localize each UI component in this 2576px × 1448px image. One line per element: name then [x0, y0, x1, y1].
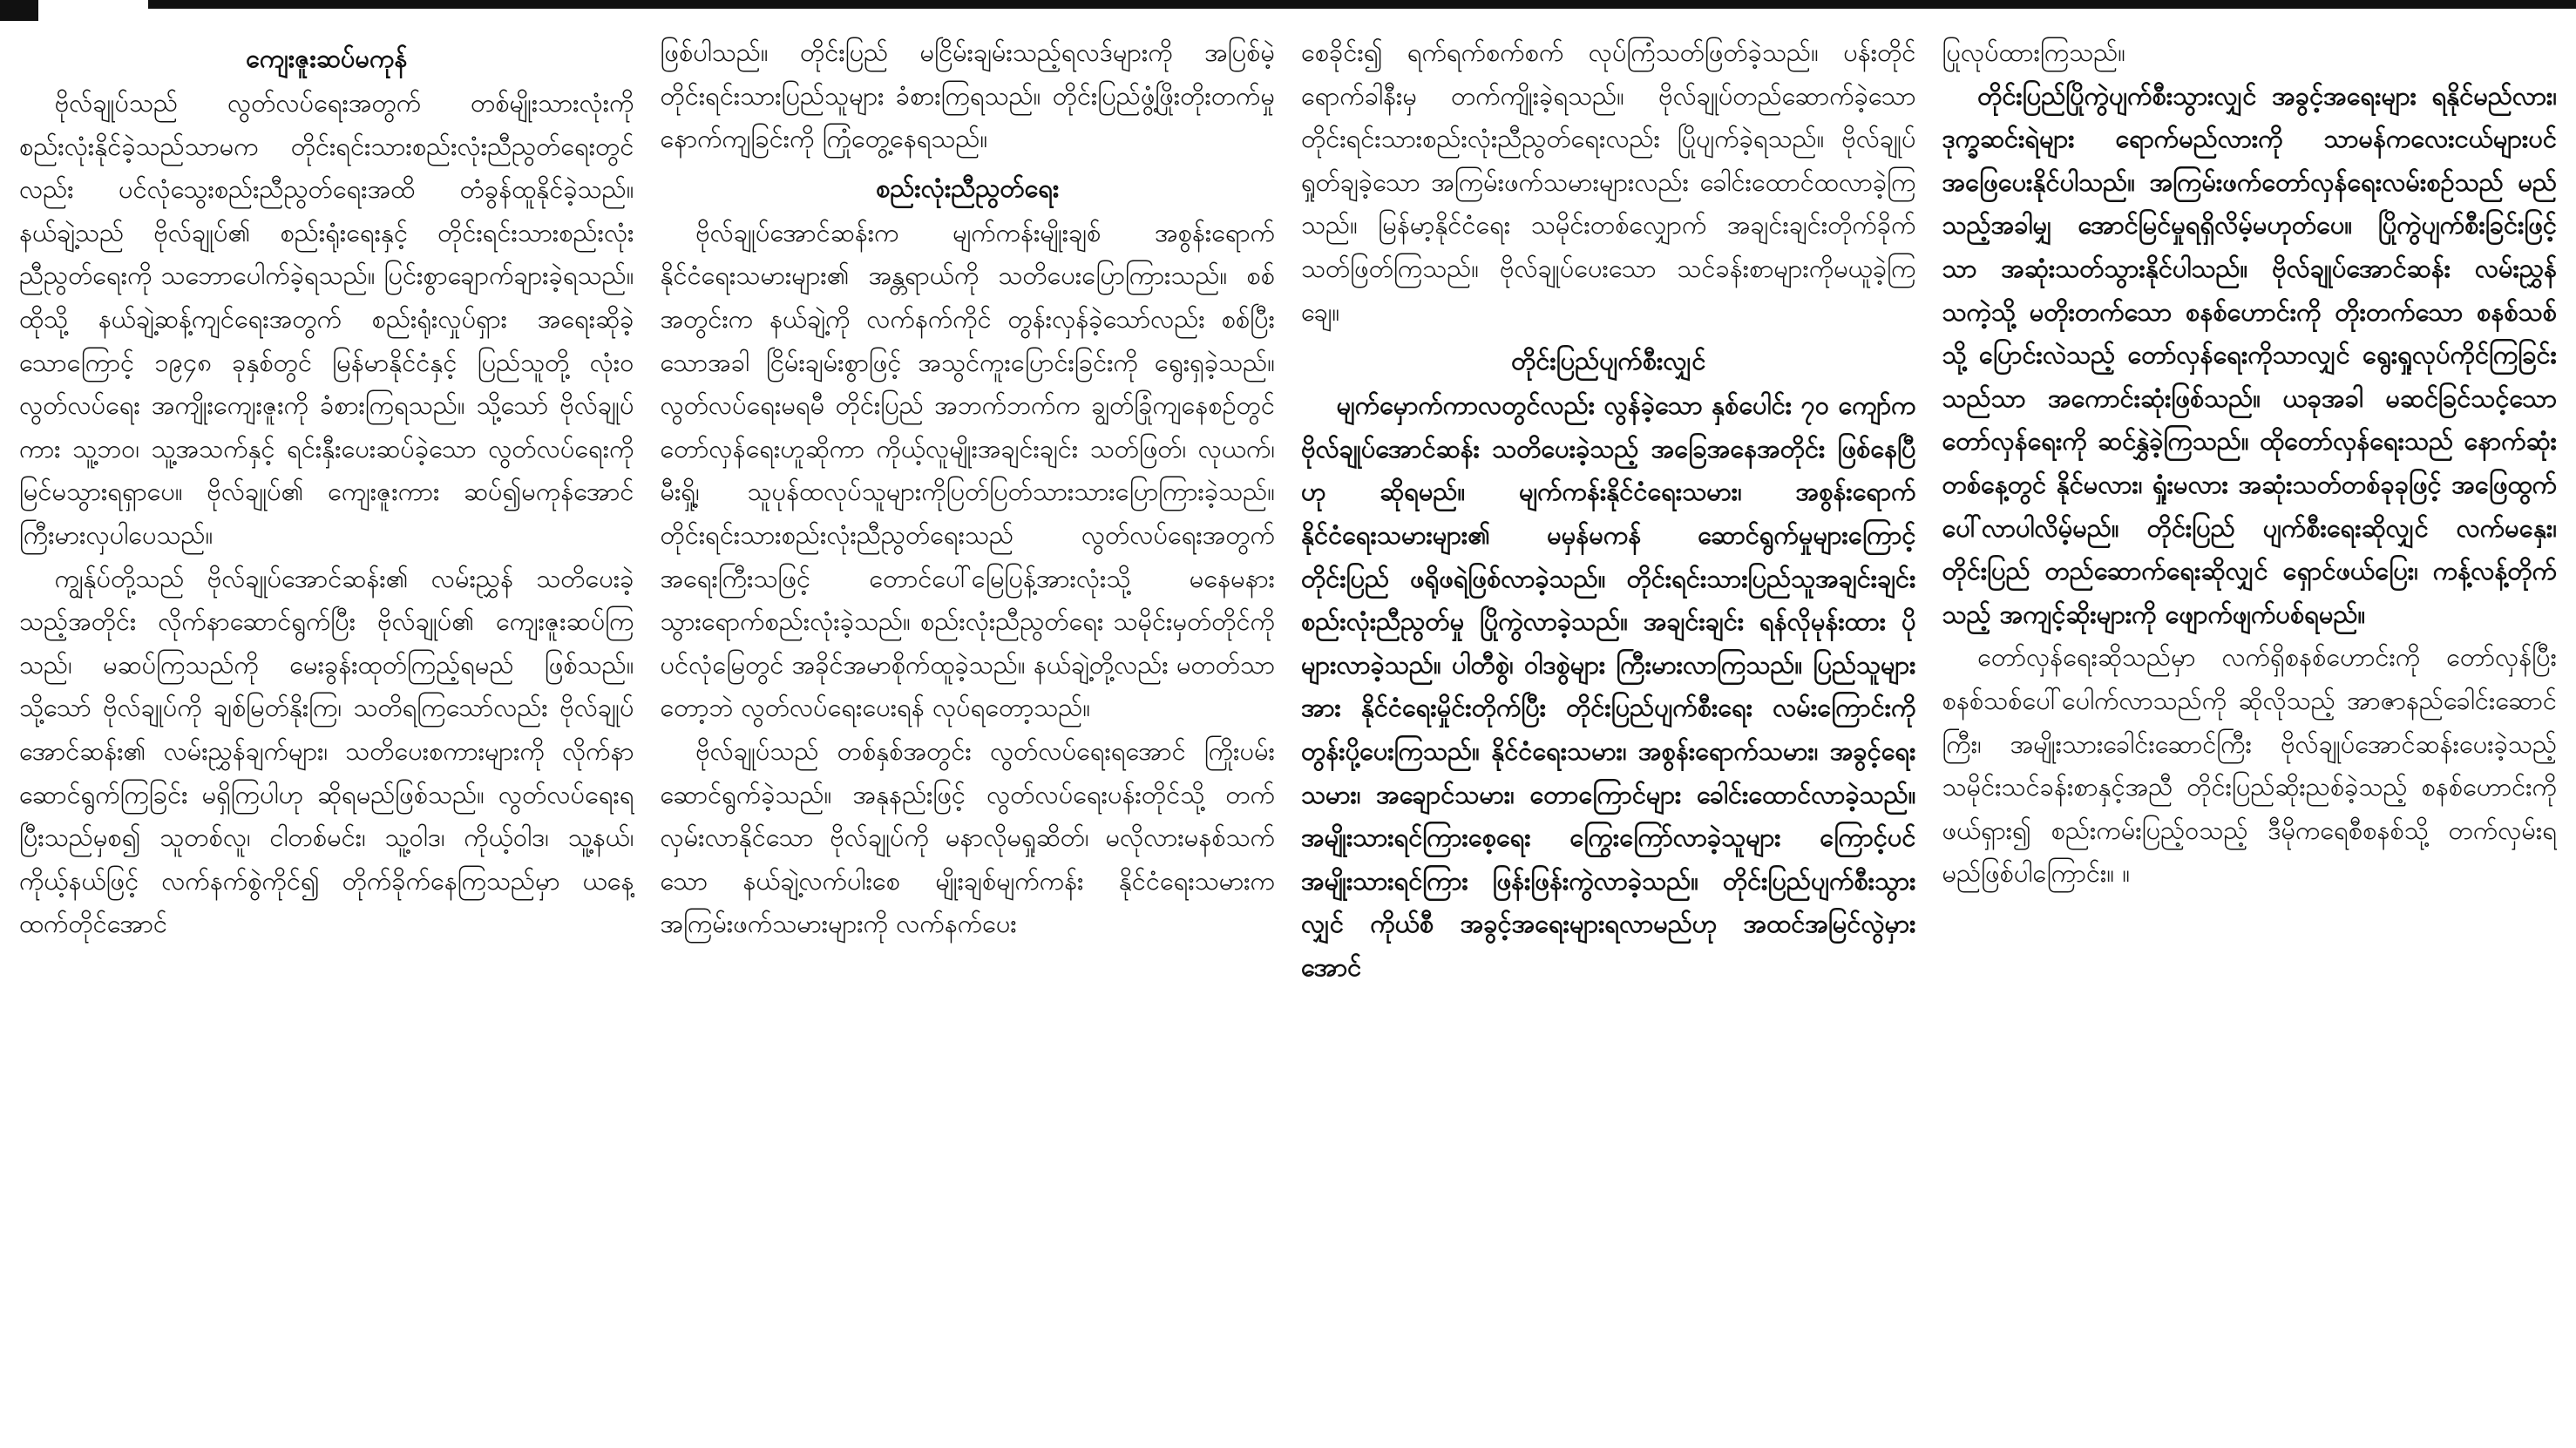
- body-paragraph: ပြုလုပ်ထားကြသည်။: [1942, 37, 2126, 67]
- body-paragraph: ကျွန်ုပ်တို့သည် ဗိုလ်ချုပ်အောင်ဆန်း၏ လမ်းညွှန် သတိပေးခဲ့သည့်အတိုင်း လိုက်နာဆောင်ရွက်ပြီး ဗိုလ်ချုပ်၏ ကျေးဇူးဆပ်ကြသည်၊ မဆပ်ကြသည်ကို မေးခွန်းထုတ်ကြည့်ရမည် ဖြစ်သည်။ သို့သော် ဗိုလ်ချုပ်ကို ချစ်မြတ်နိုးကြ၊ သတိရကြသော်လည်း ဗိုလ်ချုပ်အောင်ဆန်း၏ လမ်းညွှန်ချက်များ၊ သတိပေးစကားများကို လိုက်နာဆောင်ရွက်ကြခြင်း မရှိကြပါဟု ဆိုရမည်ဖြစ်သည်။ လွတ်လပ်ရေးရပြီးသည်မှစ၍ သူတစ်လူ၊ ငါတစ်မင်း၊ သူ့ဝါဒ၊ ကိုယ့်ဝါဒ၊ သူ့နယ်၊ ကိုယ့်နယ်ဖြင့် လက်နက်စွဲကိုင်၍ တိုက်ခိုက်နေကြသည်မှာ ယနေ့ထက်တိုင်အောင်: [19, 563, 634, 939]
- article-column-4: [1942, 31, 2558, 1429]
- body-paragraph: ဗိုလ်ချုပ်သည် တစ်နှစ်အတွင်း လွတ်လပ်ရေးရအောင် ကြိုးပမ်းဆောင်ရွက်ခဲ့သည်။ အနုနည်းဖြင့် လွတ်လပ်ရေးပန်းတိုင်သို့ တက်လှမ်းလာနိုင်သော ဗိုလ်ချုပ်ကို မနာလိုမရှုဆိတ်၊ မလိုလားမနစ်သက်သော နယ်ချဲ့လက်ပါးစေ မျိုးချစ်မျက်ကန်း နိုင်ငံရေးသမားက အကြမ်းဖက်သမားများကို လက်နက်ပေး: [660, 735, 1275, 939]
- body-paragraph: တိုင်းပြည်ပြိုကွဲပျက်စီးသွားလျှင် အခွင့်အရေးများ ရနိုင်မည်လား၊ ဒုက္ခဆင်းရဲများ ရောက်မည်လားကို သာမန်ကလေးငယ်များပင် အဖြေပေးနိုင်ပါသည်။ အကြမ်းဖက်တော်လှန်ရေးလမ်းစဉ်သည် မည်သည့်အခါမျှ အောင်မြင်မှုရရှိလိမ့်မဟုတ်ပေ။ ပြိုကွဲပျက်စီးခြင်းဖြင့်သာ အဆုံးသတ်သွားနိုင်ပါသည်။ ဗိုလ်ချုပ်အောင်ဆန်း လမ်းညွှန်သကဲ့သို့ မတိုးတက်သော စနစ်ဟောင်းကို တိုးတက်သော စနစ်သစ်သို့ ပြောင်းလဲသည့် တော်လှန်ရေးကိုသာလျှင် ရွေးရှုလုပ်ကိုင်ကြခြင်းသည်သာ အကောင်းဆုံးဖြစ်သည်။ ယခုအခါ မဆင်ခြင်သင့်သော တော်လှန်ရေးကို ဆင်နွှဲခဲ့ကြသည်။ ထိုတော်လှန်ရေးသည် နောက်ဆုံးတစ်နေ့တွင် နိုင်မလား၊ ရှုံးမလား အဆုံးသတ်တစ်ခုခုဖြင့် အဖြေထွက်ပေါ်လာပါလိမ့်မည်။ တိုင်းပြည် ပျက်စီးရေးဆိုလျှင် လက်မနှေး၊ တိုင်းပြည် တည်ဆောက်ရေးဆိုလျှင် ရှောင်ဖယ်ပြေး၊ ကန့်လန့်တိုက်သည့် အကျင့်ဆိုးများကို ဖျောက်ဖျက်ပစ်ရမည်။: [1942, 80, 2557, 629]
- article-column-1: [19, 31, 634, 1429]
- section-heading: တိုင်းပြည်ပျက်စီးလျှင်: [1511, 346, 1706, 376]
- body-paragraph: ဗိုလ်ချုပ်အောင်ဆန်းက မျက်ကန်းမျိုးချစ် အစွန်းရောက်နိုင်ငံရေးသမားများ၏ အန္တရာယ်ကို သတိပေးပြောကြားသည်။ စစ်အတွင်းက နယ်ချဲ့ကို လက်နက်ကိုင် တွန်းလှန်ခဲ့သော်လည်း စစ်ပြီးသောအခါ ငြိမ်းချမ်းစွာဖြင့် အသွင်ကူးပြောင်းခြင်းကို ရွေးရှခဲ့သည်။ လွတ်လပ်ရေးမရမီ တိုင်းပြည် အဘက်ဘက်က ချွတ်ခြုံကျနေစဉ်တွင် တော်လှန်ရေးဟူဆိုကာ ကိုယ့်လူမျိုးအချင်းချင်း သတ်ဖြတ်၊ လုယက်၊ မီးရှို့၊ သူပုန်ထလုပ်သူများကိုပြတ်ပြတ်သားသားပြောကြားခဲ့သည်။ တိုင်းရင်းသားစည်းလုံးညီညွတ်ရေးသည် လွတ်လပ်ရေးအတွက် အရေးကြီးသဖြင့် တောင်ပေါ်မြေပြန့်အားလုံးသို့ မနေမနား သွားရောက်စည်းလုံးခဲ့သည်။ စည်းလုံးညီညွတ်ရေး သမိုင်းမှတ်တိုင်ကို ပင်လုံမြေတွင် အခိုင်အမာစိုက်ထူခဲ့သည်။ နယ်ချဲ့တို့လည်း မတတ်သာတော့ဘဲ လွတ်လပ်ရေးပေးရန် လုပ်ရတော့သည်။: [660, 217, 1275, 723]
- article-column-3: [1301, 31, 1916, 1429]
- article-columns: [19, 31, 2557, 1429]
- body-paragraph: တော်လှန်ရေးဆိုသည်မှာ လက်ရှိစနစ်ဟောင်းကို တော်လှန်ပြီး စနစ်သစ်ပေါ်ပေါက်လာသည်ကို ဆိုလိုသည့် အာဇာနည်ခေါင်းဆောင်ကြီး၊ အမျိုးသားခေါင်းဆောင်ကြီး ဗိုလ်ချုပ်အောင်ဆန်းပေးခဲ့သည့် သမိုင်းသင်ခန်းစာနှင့်အညီ တိုင်းပြည်ဆိုးညစ်ခဲ့သည့် စနစ်ဟောင်းကိုဖယ်ရှား၍ စည်းကမ်းပြည့်ဝသည့် ဒီမိုကရေစီစနစ်သို့ တက်လှမ်းရမည်ဖြစ်ပါကြောင်း။ ။: [1942, 642, 2557, 889]
- body-paragraph: ဖြစ်ပါသည်။ တိုင်းပြည် မငြိမ်းချမ်းသည့်ရလဒ်များကို အပြစ်မဲ့ တိုင်းရင်းသားပြည်သူများ ခံစားကြရသည်။ တိုင်းပြည်ဖွံ့ဖြိုးတိုးတက်မှု နောက်ကျခြင်းကို ကြုံတွေ့နေရသည်။: [660, 37, 1275, 154]
- body-paragraph: ဗိုလ်ချုပ်သည် လွတ်လပ်ရေးအတွက် တစ်မျိုးသားလုံးကို စည်းလုံးနိုင်ခဲ့သည်သာမက တိုင်းရင်းသားစည်းလုံးညီညွတ်ရေးတွင်လည်း ပင်လုံသွေးစည်းညီညွတ်ရေးအထိ တံခွန်ထူနိုင်ခဲ့သည်။ နယ်ချဲ့သည် ဗိုလ်ချုပ်၏ စည်းရုံးရေးနှင့် တိုင်းရင်းသားစည်းလုံးညီညွတ်ရေးကို သဘောပေါက်ခဲ့ရသည်။ ပြင်းစွာချောက်ချားခဲ့ရသည်။ ထိုသို့ နယ်ချဲ့ဆန့်ကျင်ရေးအတွက် စည်းရုံးလှုပ်ရှား အရေးဆိုခဲ့သောကြောင့် ၁၉၄၈ ခုနှစ်တွင် မြန်မာနိုင်ငံနှင့် ပြည်သူတို့ လုံးဝ လွတ်လပ်ရေး အကျိုးကျေးဇူးကို ခံစားကြရသည်။ သို့သော် ဗိုလ်ချုပ်ကား သူ့ဘဝ၊ သူ့အသက်နှင့် ရင်းနှီးပေးဆပ်ခဲ့သော လွတ်လပ်ရေးကို မြင်မသွားရရှာပေ။ ဗိုလ်ချုပ်၏ ကျေးဇူးကား ဆပ်၍မကုန်အောင် ကြီးမားလှပါပေသည်။: [19, 88, 634, 550]
- top-rule: [148, 0, 2576, 9]
- body-paragraph: မျက်မှောက်ကာလတွင်လည်း လွန်ခဲ့သော နှစ်ပေါင်း ၇၀ ကျော်က ဗိုလ်ချုပ်အောင်ဆန်း သတိပေးခဲ့သည့် အခြေအနေအတိုင်း ဖြစ်နေပြီဟု ဆိုရမည်။ မျက်ကန်းနိုင်ငံရေးသမား၊ အစွန်းရောက် နိုင်ငံရေးသမားများ၏ မမှန်မကန် ဆောင်ရွက်မှုများကြောင့် တိုင်းပြည် ဖရိုဖရဲဖြစ်လာခဲ့သည်။ တိုင်းရင်းသားပြည်သူအချင်းချင်း စည်းလုံးညီညွတ်မှု ပြိုကွဲလာခဲ့သည်။ အချင်းချင်း ရန်လိုမုန်းထား ပိုများလာခဲ့သည်။ ပါတီစွဲ၊ ဝါဒစွဲများ ကြီးမားလာကြသည်။ ပြည်သူများအား နိုင်ငံရေးမှိုင်းတိုက်ပြီး တိုင်းပြည်ပျက်စီးရေး လမ်းကြောင်းကို တွန်းပို့ပေးကြသည်။ နိုင်ငံရေးသမား၊ အစွန်းရောက်သမား၊ အခွင့်ရေးသမား၊ အချောင်သမား၊ တောကြောင်များ ခေါင်းထောင်လာခဲ့သည်။ အမျိုးသားရင်ကြားစေ့ရေး ကြွေးကြော်လာခဲ့သူများ ကြောင့်ပင် အမျိုးသားရင်ကြား ဖြန်းဖြန်းကွဲလာခဲ့သည်။ တိုင်းပြည်ပျက်စီးသွားလျှင် ကိုယ်စီ အခွင့်အရေးများရလာမည်ဟု အထင်အမြင်လွဲမှားအောင်: [1301, 390, 1916, 982]
- corner-mark: [0, 0, 38, 21]
- article-column-2: [661, 31, 1276, 1429]
- section-heading: စည်းလုံးညီညွတ်ရေး: [876, 173, 1060, 203]
- section-heading: ကျေးဇူးဆပ်မကုန်: [246, 44, 408, 73]
- body-paragraph: စေခိုင်း၍ ရက်ရက်စက်စက် လုပ်ကြံသတ်ဖြတ်ခဲ့သည်။ ပန်းတိုင်ရောက်ခါနီးမှ တက်ကျိုးခဲ့ရသည်။ ဗိုလ်ချုပ်တည်ဆောက်ခဲ့သော တိုင်းရင်းသားစည်းလုံးညီညွတ်ရေးလည်း ပြိုပျက်ခဲ့ရသည်။ ဗိုလ်ချုပ် ရှုတ်ချခဲ့သော အကြမ်းဖက်သမားများလည်း ခေါင်းထောင်ထလာခဲ့ကြသည်။ မြန်မာ့နိုင်ငံရေး သမိုင်းတစ်လျှောက် အချင်းချင်းတိုက်ခိုက်သတ်ဖြတ်ကြသည်။ ဗိုလ်ချုပ်ပေးသော သင်ခန်းစာများကိုမယူခဲ့ကြချေ။: [1301, 37, 1916, 327]
